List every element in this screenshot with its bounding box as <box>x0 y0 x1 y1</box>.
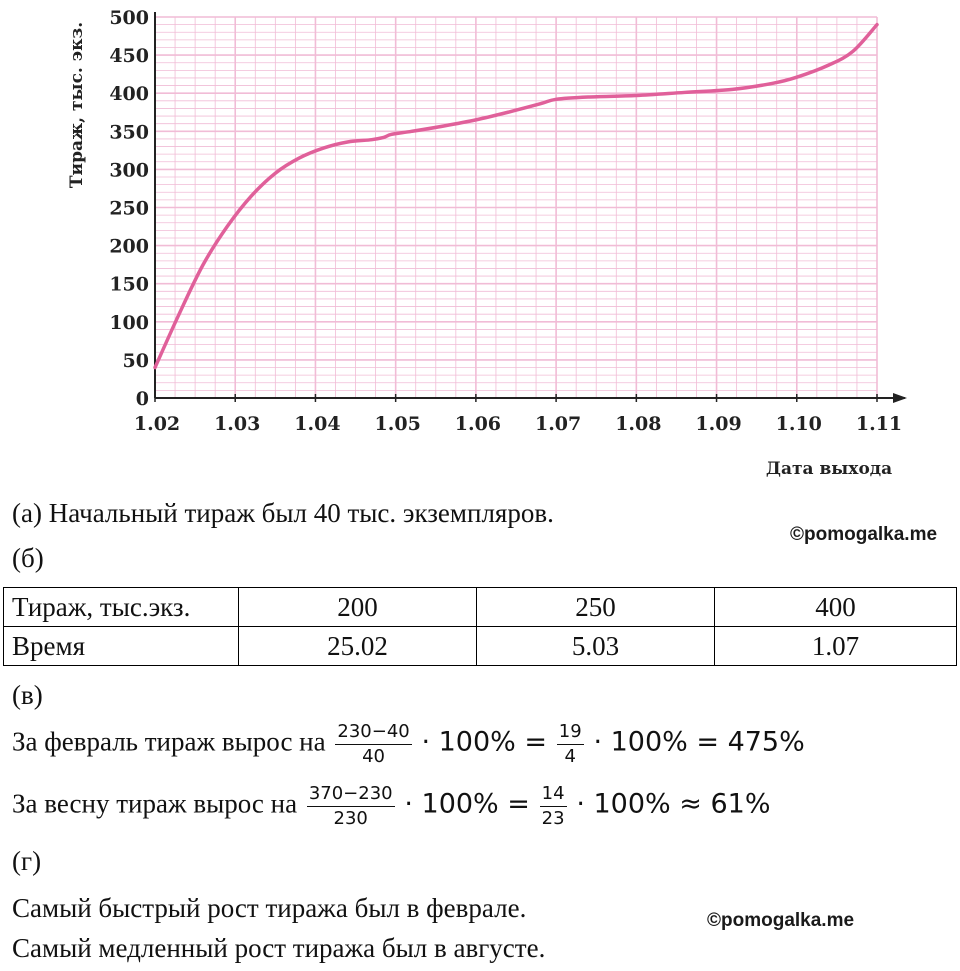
x-tick-label: 1.11 <box>855 413 903 435</box>
feb-result: · 100% = 475% <box>593 726 805 758</box>
y-tick-label: 350 <box>109 121 149 144</box>
label-g: (г) <box>12 846 42 876</box>
label-b: (б) <box>12 543 44 573</box>
table-cell: Время <box>4 627 239 666</box>
table-row <box>4 588 957 627</box>
fraction-numerator: 230−40 <box>335 722 411 745</box>
table-row <box>4 627 957 666</box>
y-tick-label: 500 <box>109 7 149 29</box>
y-tick-label: 50 <box>122 349 149 372</box>
feb-middle: · 100% = <box>421 726 548 758</box>
watermark-bottom: ©pomogalka.me <box>707 910 855 931</box>
feb-fraction-1 <box>335 722 411 767</box>
x-tick-labels <box>134 394 902 435</box>
x-tick-label: 1.08 <box>615 413 662 435</box>
spring-prefix: За весну тираж вырос на <box>12 788 298 819</box>
feb-fraction-2 <box>557 722 584 767</box>
fraction-denominator: 230 <box>333 808 368 829</box>
spring-growth <box>12 784 770 829</box>
y-tick-label: 300 <box>109 159 149 182</box>
x-tick-label: 1.04 <box>294 413 341 435</box>
data-table <box>3 587 957 666</box>
x-axis-label: Дата выхода <box>765 459 893 479</box>
spring-result: · 100% ≈ 61% <box>576 788 771 820</box>
x-tick-label: 1.03 <box>214 413 261 435</box>
fastest-growth: Самый быстрый рост тиража был в феврале. <box>12 893 527 923</box>
x-tick-label: 1.05 <box>374 413 421 435</box>
spring-fraction-1 <box>307 784 395 829</box>
table-cell: 1.07 <box>715 627 957 666</box>
x-axis-arrow <box>893 393 907 403</box>
y-tick-label: 0 <box>135 388 149 410</box>
y-tick-label: 450 <box>109 45 149 68</box>
february-growth <box>12 722 805 767</box>
fraction-numerator: 370−230 <box>307 784 395 807</box>
table-cell: Тираж, тыс.экз. <box>4 588 239 627</box>
spring-fraction-2 <box>540 784 567 829</box>
spring-middle: · 100% = <box>404 788 530 820</box>
watermark-top: ©pomogalka.me <box>790 524 938 545</box>
fraction-denominator: 23 <box>541 808 565 829</box>
table-cell: 250 <box>477 588 715 627</box>
label-v: (в) <box>12 680 43 710</box>
y-tick-label: 150 <box>109 273 149 296</box>
x-tick-label: 1.10 <box>775 413 822 435</box>
table-cell: 400 <box>715 588 957 627</box>
table-cell: 25.02 <box>239 627 477 666</box>
table-cell: 5.03 <box>477 627 715 666</box>
y-tick-label: 200 <box>109 235 149 258</box>
fraction-numerator: 14 <box>540 784 567 807</box>
x-tick-label: 1.02 <box>133 413 181 435</box>
y-axis-label: Тираж, тыс. экз. <box>67 21 87 189</box>
slowest-growth: Самый медленный рост тиража был в августе. <box>12 933 546 963</box>
x-tick-label: 1.09 <box>695 413 742 435</box>
y-tick-label: 250 <box>109 197 149 220</box>
y-tick-labels <box>109 7 149 410</box>
feb-prefix: За февраль тираж вырос на <box>12 726 326 757</box>
table-cell: 200 <box>239 588 477 627</box>
y-tick-label: 100 <box>109 311 149 334</box>
fraction-denominator: 4 <box>564 746 576 767</box>
answer-a: (а) Начальный тираж был 40 тыс. экземпляров. <box>12 498 554 528</box>
y-tick-label: 400 <box>109 83 149 106</box>
fraction-denominator: 40 <box>362 746 385 767</box>
x-tick-label: 1.07 <box>534 413 582 435</box>
chart-grid <box>155 17 877 398</box>
fraction-numerator: 19 <box>557 722 584 745</box>
x-tick-label: 1.06 <box>454 413 502 435</box>
